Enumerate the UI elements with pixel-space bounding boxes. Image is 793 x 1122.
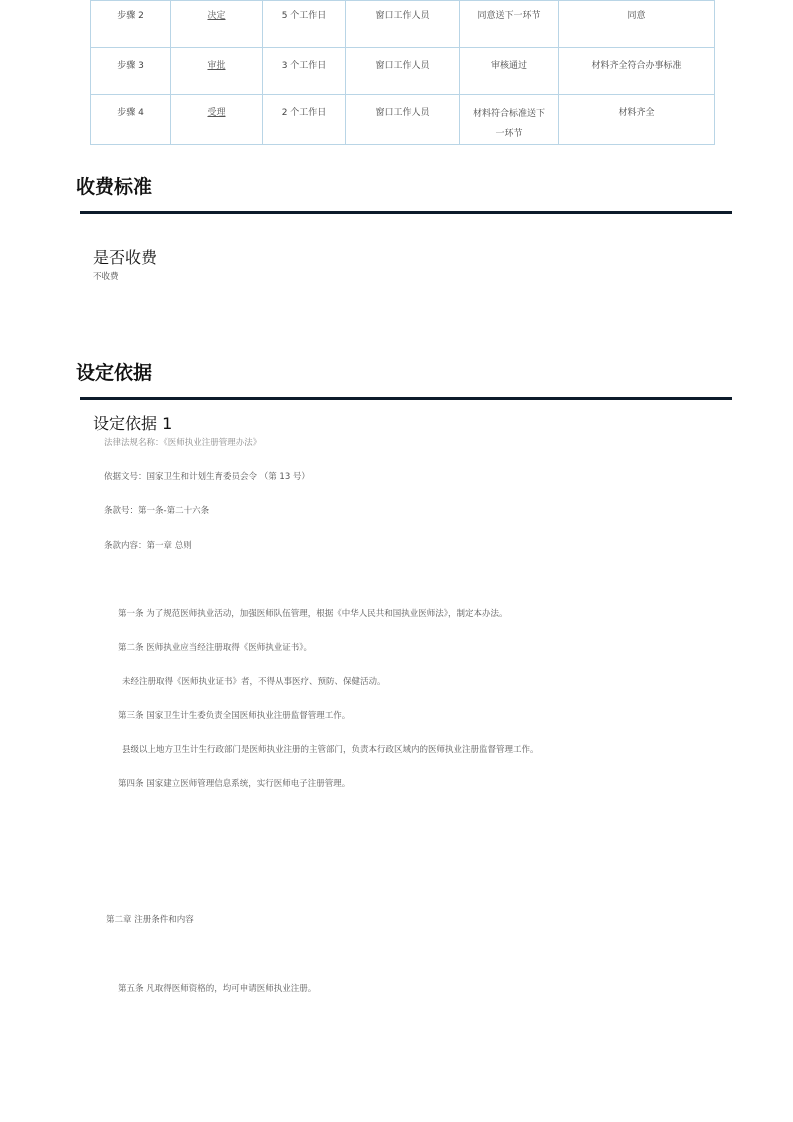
table-row [91, 95, 715, 145]
article-content-label: 条款内容：第一章 总则 [104, 541, 192, 551]
article-paragraph: 第五条 凡取得医师资格的，均可申请医师执业注册。 [118, 984, 317, 994]
section-divider [80, 211, 732, 214]
article-paragraph: 县级以上地方卫生计生行政部门是医师执业注册的主管部门，负责本行政区域内的医师执业注册监督管理工作。 [122, 745, 539, 755]
step-cell: 步骤 2 [91, 1, 171, 48]
process-steps-table [90, 0, 715, 145]
fee-section-title: 收费标准 [76, 176, 153, 198]
article-paragraph: 第三条 国家卫生计生委负责全国医师执业注册监督管理工作。 [118, 711, 351, 721]
law-name: 法律法规名称：《医师执业注册管理办法》 [104, 438, 262, 448]
handler-cell: 窗口工作人员 [346, 95, 460, 145]
standard-cell: 同意 [559, 1, 715, 48]
document-number: 依据文号：国家卫生和计划生育委员会令 （第 13 号） [104, 472, 310, 482]
result-cell: 材料符合标准送下一环节 [460, 95, 559, 145]
handler-cell: 窗口工作人员 [346, 1, 460, 48]
step-name-link[interactable]: 决定 [171, 1, 263, 48]
standard-cell: 材料齐全符合办事标准 [559, 48, 715, 95]
article-paragraph: 第四条 国家建立医师管理信息系统，实行医师电子注册管理。 [118, 779, 351, 789]
basis-section-title: 设定依据 [76, 362, 153, 384]
handler-cell: 窗口工作人员 [346, 48, 460, 95]
result-cell: 审核通过 [460, 48, 559, 95]
fee-subtitle: 是否收费 [93, 248, 158, 267]
standard-cell: 材料齐全 [559, 95, 715, 145]
section-divider [80, 397, 732, 400]
chapter-heading: 第二章 注册条件和内容 [106, 915, 194, 925]
time-limit-cell: 5 个工作日 [263, 1, 346, 48]
article-paragraph: 第二条 医师执业应当经注册取得《医师执业证书》。 [118, 643, 312, 653]
fee-value: 不收费 [93, 272, 119, 282]
article-paragraph: 第一条 为了规范医师执业活动，加强医师队伍管理，根据《中华人民共和国执业医师法》，制定本办法。 [118, 609, 508, 619]
article-number: 条款号：第一条-第二十六条 [104, 506, 210, 516]
time-limit-cell: 3 个工作日 [263, 48, 346, 95]
basis-subtitle: 设定依据 1 [93, 414, 173, 433]
table-row [91, 48, 715, 95]
table-row [91, 1, 715, 48]
step-cell: 步骤 3 [91, 48, 171, 95]
article-paragraph: 未经注册取得《医师执业证书》者，不得从事医疗、预防、保健活动。 [122, 677, 386, 687]
step-name-link[interactable]: 审批 [171, 48, 263, 95]
time-limit-cell: 2 个工作日 [263, 95, 346, 145]
step-cell: 步骤 4 [91, 95, 171, 145]
step-name-link[interactable]: 受理 [171, 95, 263, 145]
result-cell: 同意送下一环节 [460, 1, 559, 48]
